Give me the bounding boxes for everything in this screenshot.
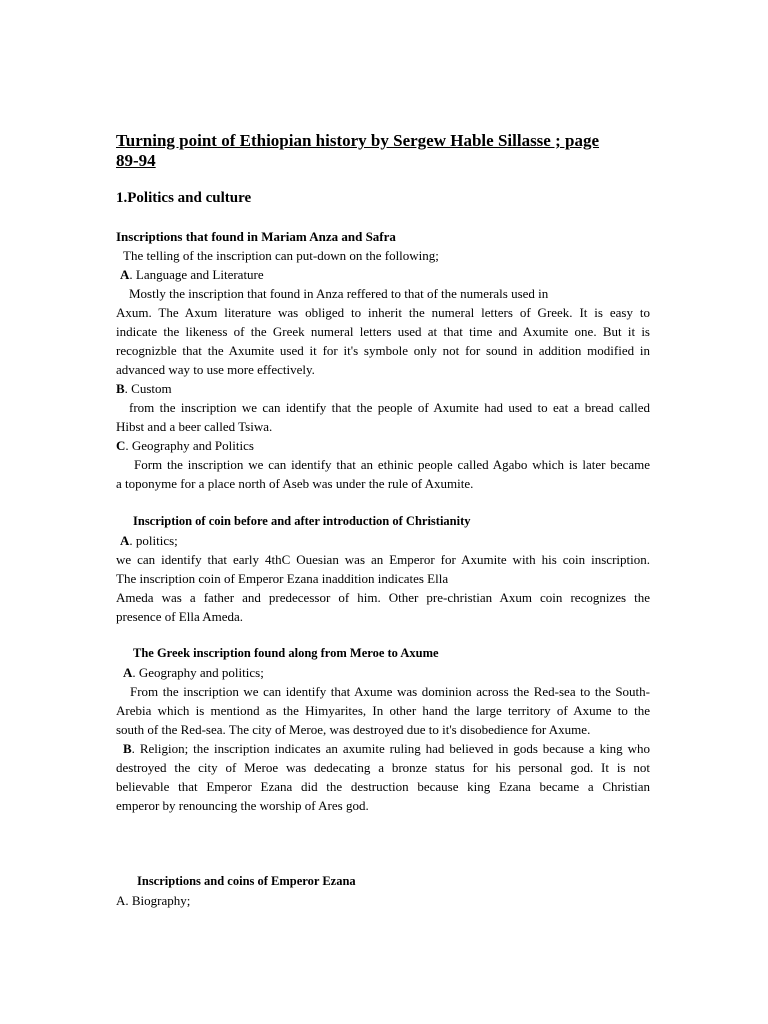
paragraph-line: Arebia which is mentiond as the Himyarites, In other hand the large territory of Axume to the: [116, 703, 650, 718]
part4-heading: Inscriptions and coins of Emperor Ezana: [137, 874, 356, 888]
item-letter: B: [123, 741, 132, 756]
item-letter: A: [120, 533, 130, 548]
item-letter: A: [123, 665, 133, 680]
paragraph-line: a toponyme for a place north of Aseb was under the rule of Axumite.: [116, 476, 474, 491]
paragraph-line: The inscription coin of Emperor Ezana inaddition indicates Ella: [116, 571, 449, 586]
title-line-1: Turning point of Ethiopian history by Sergew Hable Sillasse ; page: [116, 131, 600, 150]
paragraph-line: Mostly the inscription that found in Anza reffered to that of the numerals used in: [129, 286, 549, 301]
paragraph-line: From the inscription we can identify that Axume was dominion across the Red-sea to the South-: [130, 684, 650, 699]
part3-item-a: [116, 663, 657, 682]
paragraph-line: Axum. The Axum literature was obliged to inherit the numeral letters of Greek. It is easy to: [116, 305, 650, 320]
paragraph-line: Ameda was a father and predecessor of him. Other pre-christian Axum coin recognizes the: [116, 590, 650, 605]
item-letter: A: [120, 267, 130, 282]
part1-heading: Inscriptions that found in Mariam Anza and Safra: [116, 229, 396, 244]
item-label: . Geography and Politics: [125, 438, 254, 453]
item-label: . Religion; the inscription indicates an axumite ruling had believed in gods because a king who: [131, 741, 650, 756]
part1-item-b: [116, 379, 650, 398]
part4-item-a: A. Biography;: [116, 893, 191, 908]
part1-intro: The telling of the inscription can put-down on the following;: [123, 248, 439, 263]
paragraph-line: presence of Ella Ameda.: [116, 609, 244, 624]
paragraph-line: south of the Red-sea. The city of Meroe, was destroyed due to it's disobedience for Axume.: [116, 722, 591, 737]
item-label: . Geography and politics;: [132, 665, 264, 680]
document-title: [116, 131, 650, 171]
paragraph-line: emperor by renouncing the worship of Ares god.: [116, 798, 369, 813]
section-heading: 1.Politics and culture: [116, 190, 252, 206]
part3-heading: The Greek inscription found along from Meroe to Axume: [133, 646, 439, 660]
paragraph-line: indicate the likeness of the Greek numeral letters used at that time and Axumite one. But it is: [116, 324, 650, 339]
part3-item-b: [116, 739, 650, 758]
paragraph-line: destroyed the city of Meroe was dedecating a bronze status for his personal god. It is not: [116, 760, 650, 775]
item-letter: B: [116, 381, 125, 396]
paragraph-line: recognizble that the Axumite used it for it's symbole only not for sound in addition modified in: [116, 343, 650, 358]
paragraph-line: from the inscription we can identify that the people of Axumite had used to eat a bread called: [129, 400, 650, 415]
paragraph-line: believable that Emperor Ezana did the destruction because king Ezana became a Christian: [116, 779, 650, 794]
part1-item-c: [116, 436, 650, 455]
item-letter: C: [116, 438, 126, 453]
paragraph-line: advanced way to use more effectively.: [116, 362, 315, 377]
paragraph-line: Hibst and a beer called Tsiwa.: [116, 419, 273, 434]
paragraph-line: Form the inscription we can identify that an ethinic people called Agabo which is later became: [134, 457, 650, 472]
part2-heading: Inscription of coin before and after introduction of Christianity: [133, 514, 471, 528]
part1-item-a: [116, 265, 654, 284]
title-line-2: 89-94: [116, 151, 156, 170]
item-label: . Language and Literature: [129, 267, 264, 282]
paragraph-line: we can identify that early 4thC Ouesian was an Emperor for Axumite with his coin inscription.: [116, 552, 650, 567]
part2-item-a: [116, 531, 654, 550]
item-label: . Custom: [124, 381, 172, 396]
item-label: . politics;: [129, 533, 178, 548]
